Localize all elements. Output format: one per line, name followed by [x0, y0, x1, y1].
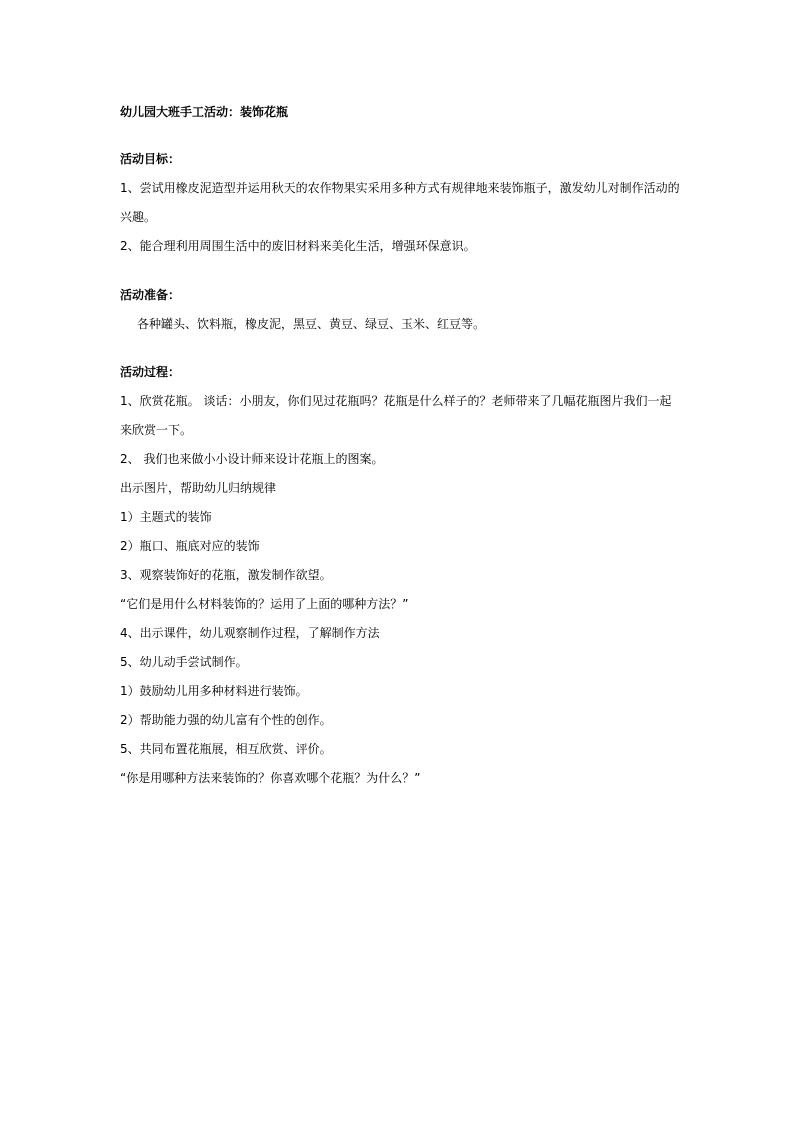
- process-line-4: 出示图片，帮助幼儿归纳规律: [120, 481, 277, 495]
- preparation-text: 各种罐头、饮料瓶，橡皮泥，黑豆、黄豆、绿豆、玉米、红豆等。: [137, 317, 486, 331]
- preparation-heading: 活动准备：: [120, 288, 181, 302]
- process-line-14: “你是用哪种方法来装饰的？你喜欢哪个花瓶？为什么？”: [120, 771, 421, 785]
- process-line-3: 2、 我们也来做小小设计师来设计花瓶上的图案。: [120, 452, 384, 466]
- process-line-10: 5、幼儿动手尝试制作。: [120, 655, 248, 669]
- document-title: 幼儿园大班手工活动：装饰花瓶: [120, 105, 289, 119]
- goal-line-3: 2、能合理利用周围生活中的废旧材料来美化生活，增强环保意识。: [120, 239, 476, 253]
- goals-heading: 活动目标：: [120, 152, 181, 166]
- goal-line-2: 兴趣。: [120, 210, 157, 224]
- process-line-6: 2）瓶口、瓶底对应的装饰: [120, 539, 260, 553]
- goal-line-1: 1、尝试用橡皮泥造型并运用秋天的农作物果实采用多种方式有规律地来装饰瓶子，激发幼儿对制作活动的: [120, 181, 680, 195]
- process-line-11: 1）鼓励幼儿用多种材料进行装饰。: [120, 684, 308, 698]
- process-heading: 活动过程：: [120, 365, 181, 379]
- process-line-12: 2）帮助能力强的幼儿富有个性的创作。: [120, 713, 332, 727]
- process-line-13: 5、共同布置花瓶展，相互欣赏、评价。: [120, 742, 332, 756]
- process-line-2: 来欣赏一下。: [120, 423, 193, 437]
- process-line-8: “它们是用什么材料装饰的？运用了上面的哪种方法？”: [120, 597, 409, 611]
- process-line-7: 3、观察装饰好的花瓶，激发制作欲望。: [120, 568, 332, 582]
- process-line-5: 1）主题式的装饰: [120, 510, 212, 524]
- process-line-9: 4、出示课件，幼儿观察制作过程，了解制作方法: [120, 626, 380, 640]
- process-line-1: 1、欣赏花瓶。 谈话：小朋友，你们见过花瓶吗？花瓶是什么样子的？老师带来了几幅花瓶图片我们一起: [120, 394, 672, 408]
